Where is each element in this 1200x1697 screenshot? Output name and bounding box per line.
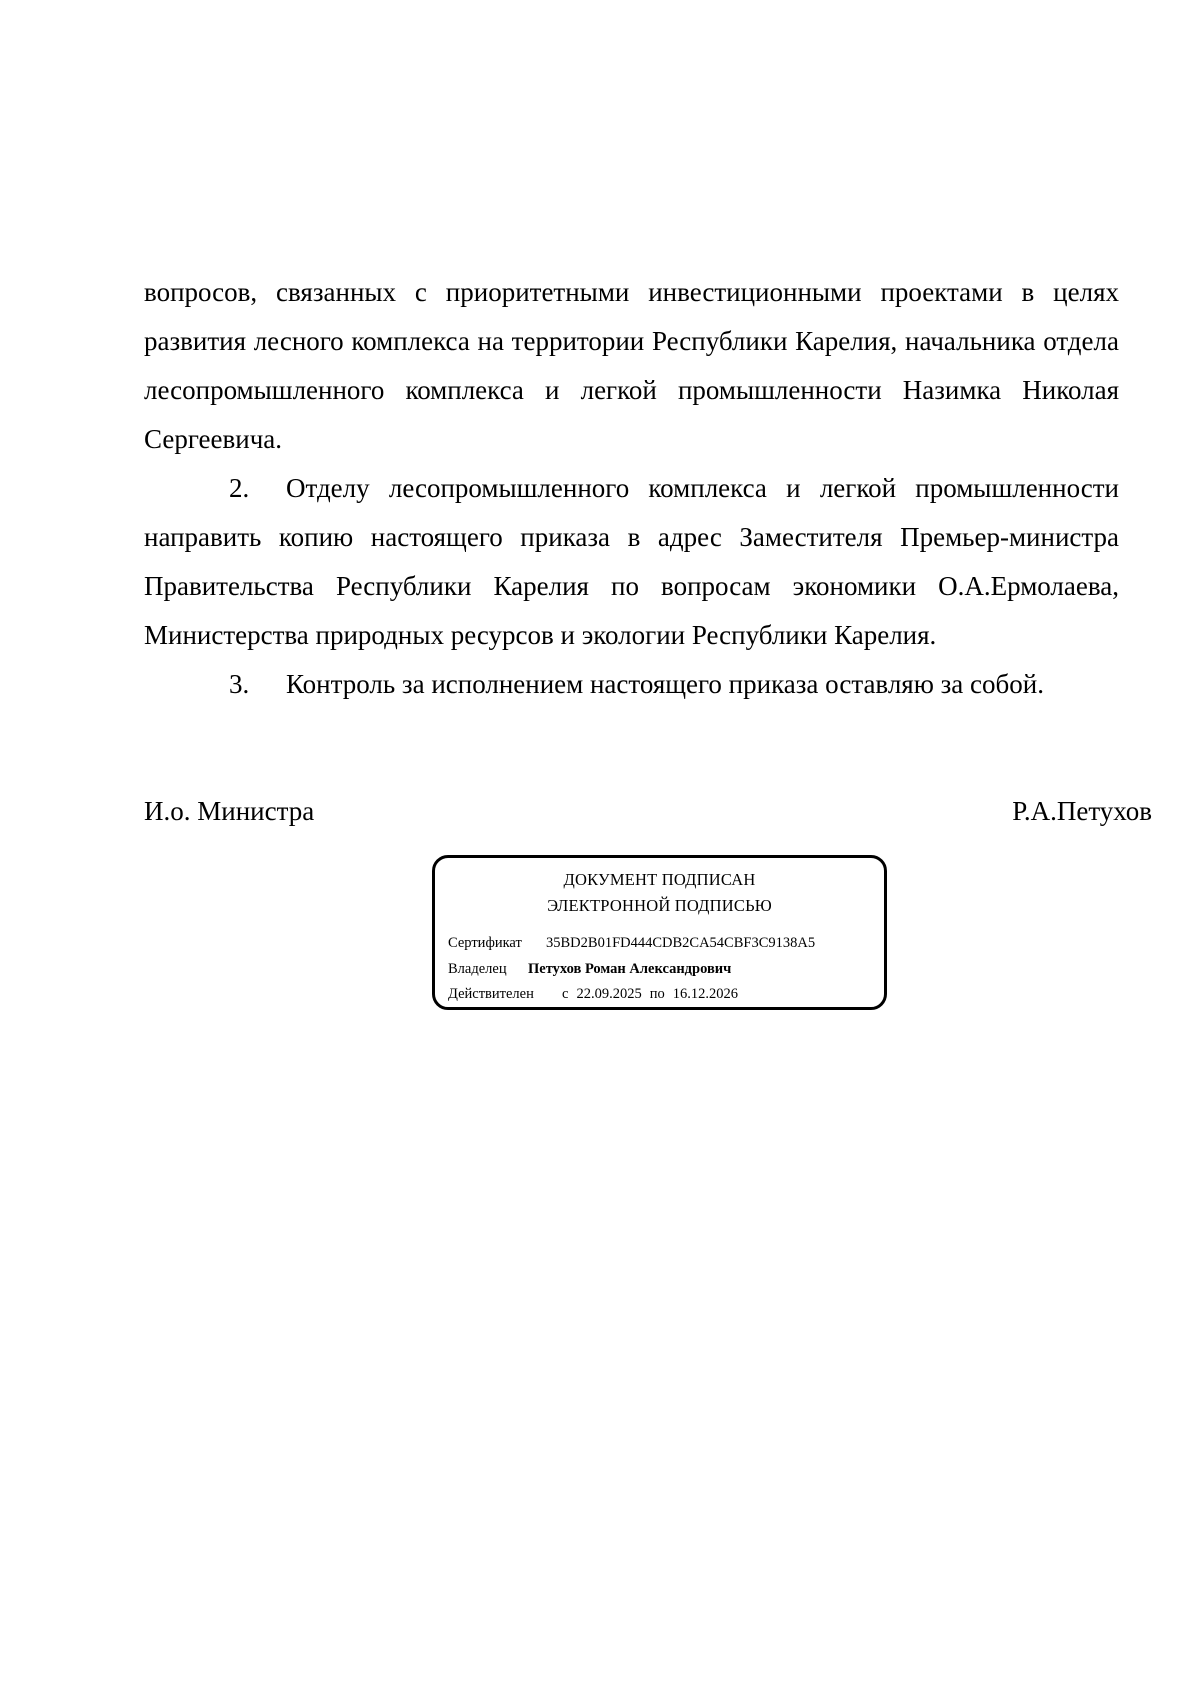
paragraph-text: вопросов, связанных с приоритетными инвестиционными проектами в целях развития лесного комплекса на территории Республики Карелия, начальника отдела лесопромышленного комплекса и легкой промышленности Назимка Николая Сергеевича. [144, 277, 1119, 454]
owner-label: Владелец [448, 961, 507, 977]
stamp-validity-row [448, 986, 738, 1003]
valid-to-prefix: по [649, 986, 665, 1002]
certificate-label: Сертификат [448, 935, 522, 951]
valid-to-date: 16.12.2026 [672, 986, 738, 1002]
certificate-value: 35BD2B01FD444CDB2CA54CBF3C9138A5 [546, 935, 816, 951]
paragraph-text: Отделу лесопромышленного комплекса и легкой промышленности направить копию настоящего приказа в адрес Заместителя Премьер-министра Правительства Республики Карелия по вопросам экономики О.А.Ермолаева, Министерства природных ресурсов и экологии Республики Карелия. [144, 473, 1119, 650]
stamp-title-line-2: ЭЛЕКТРОННОЙ ПОДПИСЬЮ [547, 896, 772, 915]
paragraph-number: 2. [229, 473, 250, 503]
paragraph-number: 3. [229, 669, 250, 699]
valid-from-prefix: с [562, 986, 569, 1002]
stamp-title [435, 867, 884, 919]
valid-from-date: 22.09.2025 [576, 986, 642, 1002]
signer-name: Р.А.Петухов [1012, 796, 1152, 826]
owner-value: Петухов Роман Александрович [528, 961, 732, 977]
electronic-signature-stamp [432, 855, 887, 1010]
paragraph-item-2 [144, 464, 1119, 660]
stamp-title-line-1: ДОКУМЕНТ ПОДПИСАН [563, 870, 756, 889]
paragraph-continuation [144, 268, 1119, 464]
paragraph-text: Контроль за исполнением настоящего приказа оставляю за собой. [286, 669, 1044, 699]
signer-position: И.о. Министра [144, 796, 315, 826]
stamp-owner-row [448, 961, 731, 978]
stamp-certificate-row [448, 935, 815, 952]
document-body [144, 268, 1119, 709]
paragraph-item-3 [144, 660, 1119, 709]
valid-label: Действителен [448, 986, 534, 1002]
